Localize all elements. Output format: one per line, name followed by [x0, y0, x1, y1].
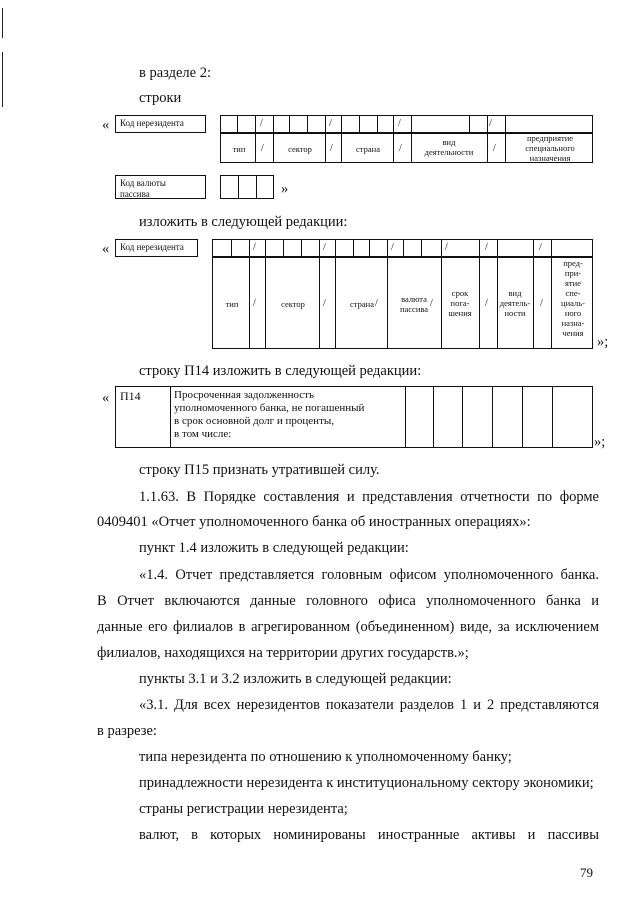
p14-text: Просроченная задолженность уполномоченного банка, не погашенный в срок основной долг и проценты, в том числе:	[174, 389, 365, 440]
code-cells-row-1: / / / /	[220, 115, 593, 133]
section-line: в разделе 2:	[139, 65, 212, 81]
quote-close-4: »;	[594, 434, 606, 450]
col-country-3: страна	[350, 299, 374, 309]
p15-line: строку П15 признать утратившей силу.	[139, 462, 380, 478]
margin-mark-top	[2, 8, 3, 38]
quote-close-2: »	[281, 181, 289, 197]
para-2-line-4: филиалов, находящихся на территории других государств.»;	[97, 645, 469, 661]
para-1-line-2: 0409401 «Отчет уполномоченного банка об иностранных операциях»:	[97, 514, 531, 530]
col-spv-3: пред- при- ятие спе- циаль- ного назна- чения	[561, 258, 585, 338]
margin-mark-mid	[2, 52, 3, 107]
p14-code: П14	[120, 389, 141, 403]
header-cells-row-1: тип / сектор / страна / вид деятельности / предприятие специального назначения	[220, 133, 593, 163]
quote-open-1: «	[102, 117, 110, 133]
para-3-intro-line: пункты 3.1 и 3.2 изложить в следующей редакции:	[139, 671, 452, 687]
list-line-4: валют, в которых номинированы иностранные активы и пассивы	[139, 827, 599, 843]
col-type-3: тип	[225, 299, 239, 309]
col-spv-1: предприятие специального назначения	[525, 133, 575, 163]
quote-open-4: «	[102, 390, 110, 406]
para-3-line-2: в разрезе:	[97, 723, 157, 739]
p14-row	[115, 386, 593, 448]
para-3-line-1: «3.1. Для всех нерезидентов показатели разделов 1 и 2 представляются	[139, 697, 599, 713]
edit-line: изложить в следующей редакции:	[139, 214, 348, 230]
col-activity-1: вид деятельности	[424, 137, 474, 157]
quote-close-3: »;	[597, 334, 609, 350]
currency-code-label: Код валюты пассива	[115, 175, 206, 199]
col-type-1: тип	[232, 144, 246, 154]
col-maturity-3: срок пога- шения	[448, 288, 472, 318]
quote-open-3: «	[102, 241, 110, 257]
rows-line: строки	[139, 90, 182, 106]
para-2-line-1: «1.4. Отчет представляется головным офисом уполномоченного банка.	[139, 567, 599, 583]
p14-line: строку П14 изложить в следующей редакции:	[139, 363, 422, 379]
col-sector-3: сектор	[281, 299, 305, 309]
col-activity-3: вид деятель- ности	[499, 288, 531, 318]
list-line-2: принадлежности нерезидента к институциональному сектору экономики;	[139, 775, 594, 791]
list-line-3: страны регистрации нерезидента;	[139, 801, 348, 817]
col-currency-3: валюта пассива	[399, 294, 429, 314]
para-1-4-line: пункт 1.4 изложить в следующей редакции:	[139, 540, 409, 556]
page-number: 79	[580, 865, 593, 880]
para-2-line-2: В Отчет включаются данные головного офиса уполномоченного банка и	[97, 593, 599, 609]
header-cells-row-3: тип / сектор / страна / валюта пассива / срок пога- шения / вид деятель- ности / пред- при- ятие спе- циаль- ного назна- чения	[212, 257, 593, 349]
para-1-line-1: 1.1.63. В Порядке составления и представления отчетности по форме	[139, 489, 599, 505]
list-line-1: типа нерезидента по отношению к уполномоченному банку;	[139, 749, 512, 765]
col-country-1: страна	[356, 144, 380, 154]
para-2-line-3: данные его филиалов в агрегированном (объединенном) виде, за исключением	[97, 619, 599, 635]
code-cells-row-3: / / / / / /	[212, 239, 593, 257]
nonresident-code-label-3: Код нерезидента	[115, 239, 198, 257]
col-sector-1: сектор	[288, 144, 312, 154]
currency-code-cells	[220, 175, 274, 199]
nonresident-code-label-1: Код нерезидента	[115, 115, 206, 133]
